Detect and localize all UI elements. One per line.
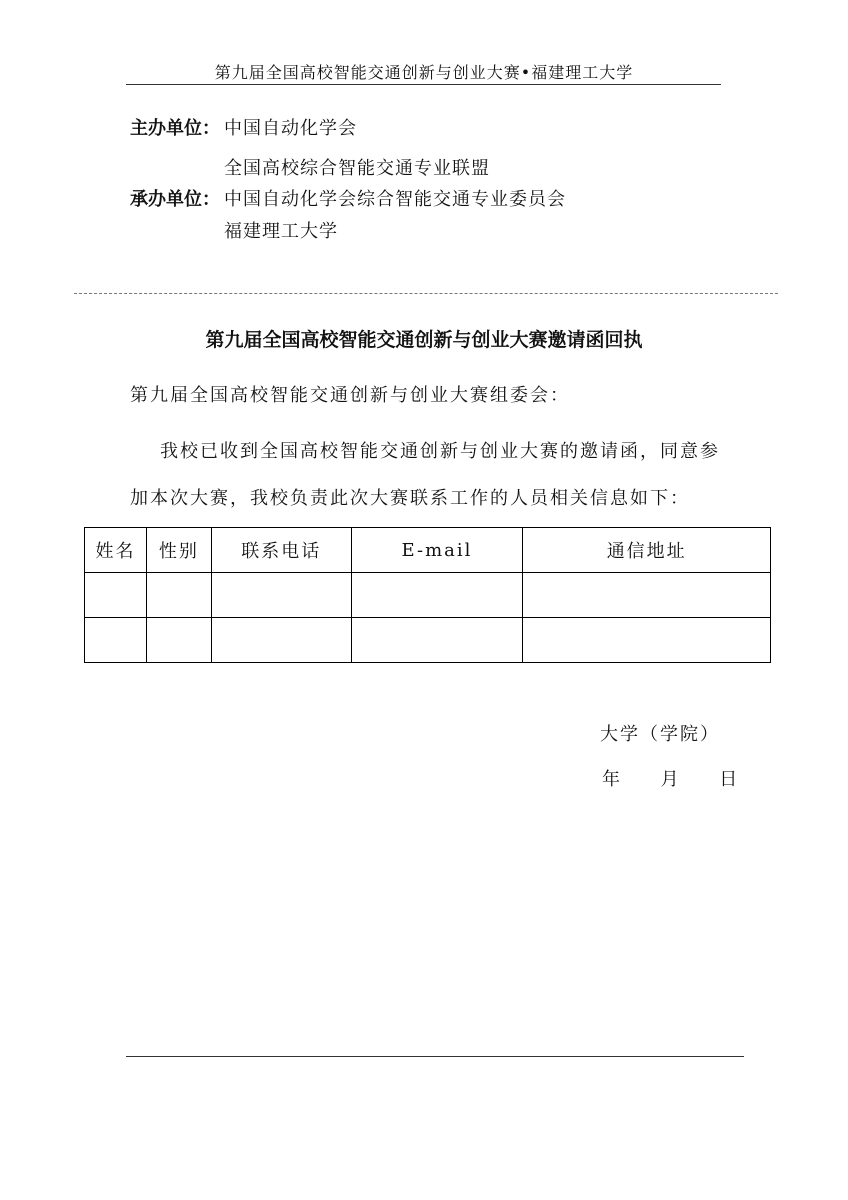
undertaker-1: 中国自动化学会综合智能交通专业委员会	[224, 189, 566, 210]
reply-title: 第九届全国高校智能交通创新与创业大赛邀请函回执	[205, 329, 643, 351]
salutation: 第九届全国高校智能交通创新与创业大赛组委会：	[130, 385, 570, 406]
cut-line	[74, 293, 778, 294]
cell-address[interactable]	[523, 618, 771, 663]
cell-email[interactable]	[351, 573, 523, 618]
host-organizer-1: 中国自动化学会	[224, 118, 357, 139]
host-label: 主办单位：	[130, 118, 220, 139]
footer-rule	[126, 1056, 744, 1057]
contact-info-table	[84, 527, 771, 663]
host-organizer-2: 全国高校综合智能交通专业联盟	[224, 158, 490, 179]
cell-name[interactable]	[85, 618, 147, 663]
undertaker-2: 福建理工大学	[224, 221, 338, 242]
cell-email[interactable]	[351, 618, 523, 663]
header-gender: 性别	[146, 528, 211, 573]
cell-address[interactable]	[523, 573, 771, 618]
header-address: 通信地址	[523, 528, 771, 573]
paragraph-line-1: 我校已收到全国高校智能交通创新与创业大赛的邀请函，同意参	[160, 441, 720, 462]
cell-phone[interactable]	[211, 573, 351, 618]
cell-gender[interactable]	[146, 618, 211, 663]
header-name: 姓名	[85, 528, 147, 573]
paragraph-line-2: 加本次大赛，我校负责此次大赛联系工作的人员相关信息如下：	[130, 488, 690, 509]
table-header-row	[85, 528, 771, 573]
cell-phone[interactable]	[211, 618, 351, 663]
signature-date: 年 月 日	[602, 769, 740, 790]
table-row	[85, 573, 771, 618]
undertaker-label: 承办单位：	[130, 189, 220, 210]
header-phone: 联系电话	[211, 528, 351, 573]
header-rule	[126, 84, 721, 85]
cell-name[interactable]	[85, 573, 147, 618]
header-email: E-mail	[351, 528, 523, 573]
page-header: 第九届全国高校智能交通创新与创业大赛•福建理工大学	[214, 63, 634, 82]
signature-university: 大学（学院）	[600, 724, 720, 745]
table-row	[85, 618, 771, 663]
cell-gender[interactable]	[146, 573, 211, 618]
